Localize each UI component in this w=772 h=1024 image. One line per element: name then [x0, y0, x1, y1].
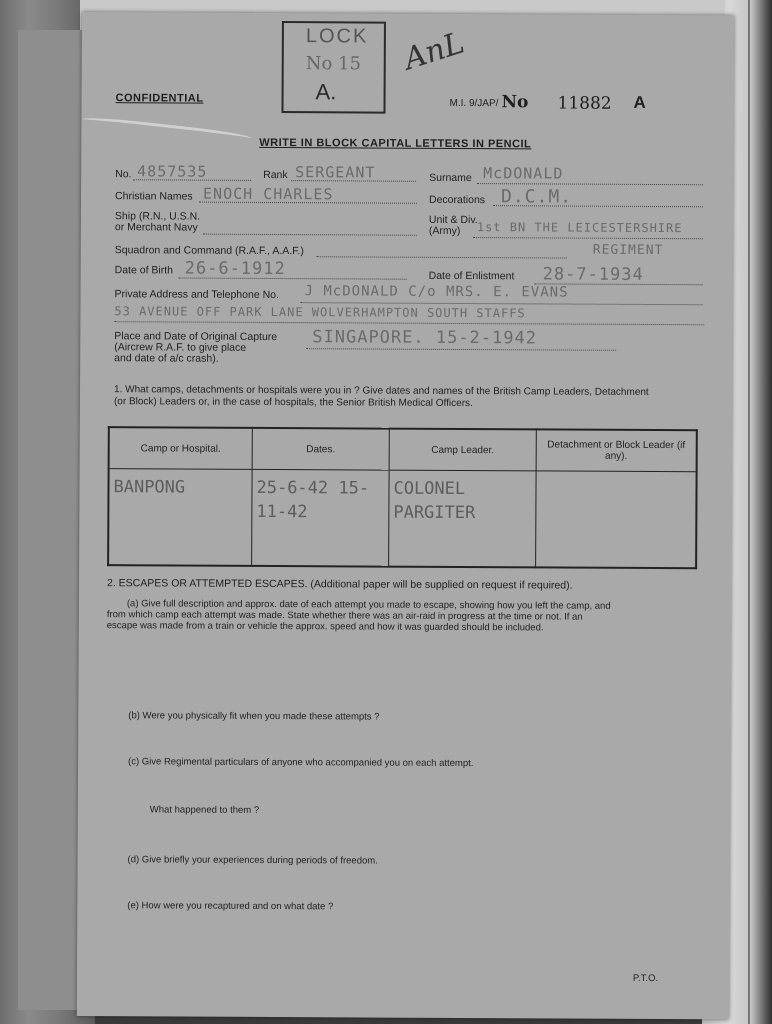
form-number: 11882 — [557, 93, 612, 114]
header-detachment: Detachment or Block Leader (if any). — [536, 429, 697, 471]
enlistment-value: 28-7-1934 — [542, 264, 644, 285]
question-2c-followup: What happened to them ? — [149, 804, 260, 816]
address-value-2: 53 AVENUE OFF PARK LANE WOLVERHAMPTON SOUTH STAFFS — [114, 304, 526, 321]
detachment-cell — [536, 471, 697, 568]
question-2c: (c) Give Regimental particulars of anyone who accompanied you on each attempt. — [128, 756, 474, 770]
question-2a-line-3: escape was made from a train or vehicle the approx. speed and how it was guarded should be included. — [106, 620, 544, 634]
capture-value: SINGAPORE. 15-2-1942 — [312, 327, 538, 349]
header-camp-leader: Camp Leader. — [389, 429, 536, 471]
number-symbol: No — [501, 92, 529, 113]
capture-label-2: (Aircrew R.A.F. to give place — [114, 341, 247, 354]
stamp-letter: A. — [315, 79, 337, 105]
question-2a-line-1: (a) Give full description and approx. date of each attempt you made to escape, showing how you left the camp, and — [126, 598, 611, 612]
question-2a-line-2: from which camp each attempt was made. State whether there was an air-raid in progress at the time or not. If an — [106, 609, 583, 623]
handwritten-initials: AnL — [399, 25, 469, 78]
ship-line — [203, 233, 417, 236]
camp-cell: BANPONG — [108, 469, 252, 566]
address-value: J McDONALD C/o MRS. E. EVANS — [304, 283, 569, 301]
squadron-line — [317, 255, 567, 258]
christian-names-line — [199, 201, 417, 204]
stamp-top-text: LOCK — [305, 25, 369, 48]
pow-questionnaire-form — [77, 12, 734, 1019]
address-line-2 — [114, 320, 704, 325]
dob-line — [179, 277, 407, 280]
dob-value: 26-6-1912 — [184, 258, 286, 280]
header-camp: Camp or Hospital. — [109, 427, 253, 469]
ship-label: Ship (R.N., U.S.N. — [114, 210, 201, 223]
enlistment-label: Date of Enlistment — [428, 269, 515, 283]
surname-label: Surname — [429, 171, 472, 185]
form-reference: M.I. 9/JAP/ — [449, 97, 499, 110]
dob-label: Date of Birth — [114, 264, 174, 277]
surname-value: McDONALD — [483, 164, 564, 183]
leader-cell: COLONEL PARGITER — [389, 470, 537, 567]
instruction-heading: WRITE IN BLOCK CAPITAL LETTERS IN PENCIL — [259, 136, 532, 151]
address-label: Private Address and Telephone No. — [114, 288, 279, 302]
form-number-suffix: A — [633, 92, 646, 112]
binding-string — [81, 115, 251, 145]
rank-value: SERGEANT — [295, 163, 376, 182]
squadron-label: Squadron and Command (R.A.F., A.A.F.) — [114, 244, 304, 258]
question-2b: (b) Were you physically fit when you made these attempts ? — [128, 710, 380, 723]
dates-cell: 25-6-42 15-11-42 — [252, 469, 390, 566]
question-2-title: 2. ESCAPES OR ATTEMPTED ESCAPES. (Additional paper will be supplied on request if required). — [106, 577, 573, 592]
unit-value: 1st BN THE LEICESTERSHIRE — [476, 220, 683, 236]
folder-spine — [18, 30, 85, 1010]
stamp-number: No 15 — [305, 53, 362, 75]
no-value: 4857535 — [137, 162, 208, 181]
decorations-label: Decorations — [428, 193, 486, 207]
page-turn-over: P.T.O. — [632, 972, 659, 985]
unit-label: Unit & Div. — [428, 213, 478, 227]
paper-stack-edge — [748, 0, 750, 1024]
unit-line — [473, 236, 703, 239]
surname-line — [477, 182, 703, 185]
no-label: No. — [115, 168, 132, 181]
capture-label: Place and Date of Original Capture — [114, 330, 278, 344]
question-2d: (d) Give briefly your experiences during periods of freedom. — [127, 854, 378, 867]
table-row — [108, 469, 696, 569]
no-line — [133, 178, 251, 181]
decorations-value: D.C.M. — [500, 186, 573, 208]
block-stamp — [281, 21, 385, 114]
rank-label: Rank — [263, 168, 288, 182]
christian-names-value: ENOCH CHARLES — [203, 184, 334, 204]
camp-table — [107, 426, 698, 569]
ship-label-2: or Merchant Navy — [114, 221, 198, 234]
rank-line — [291, 179, 416, 182]
capture-line — [306, 347, 616, 351]
header-dates: Dates. — [252, 428, 389, 470]
unit-value-2: REGIMENT — [592, 242, 664, 259]
question-1-line-1: 1. What camps, detachments or hospitals were you in ? Give dates and names of the British Camp Leaders, Detachment — [113, 384, 649, 398]
question-2e: (e) How were you recaptured and on what date ? — [127, 900, 334, 913]
capture-label-3: and date of a/c crash). — [114, 352, 219, 365]
christian-names-label: Christian Names — [115, 190, 193, 203]
unit-label-2: (Army) — [428, 224, 461, 237]
confidential-label: CONFIDENTIAL — [115, 92, 204, 105]
question-1-line-2: (or Block) Leaders or, in the case of hospitals, the Senior British Medical Officers. — [113, 396, 473, 410]
